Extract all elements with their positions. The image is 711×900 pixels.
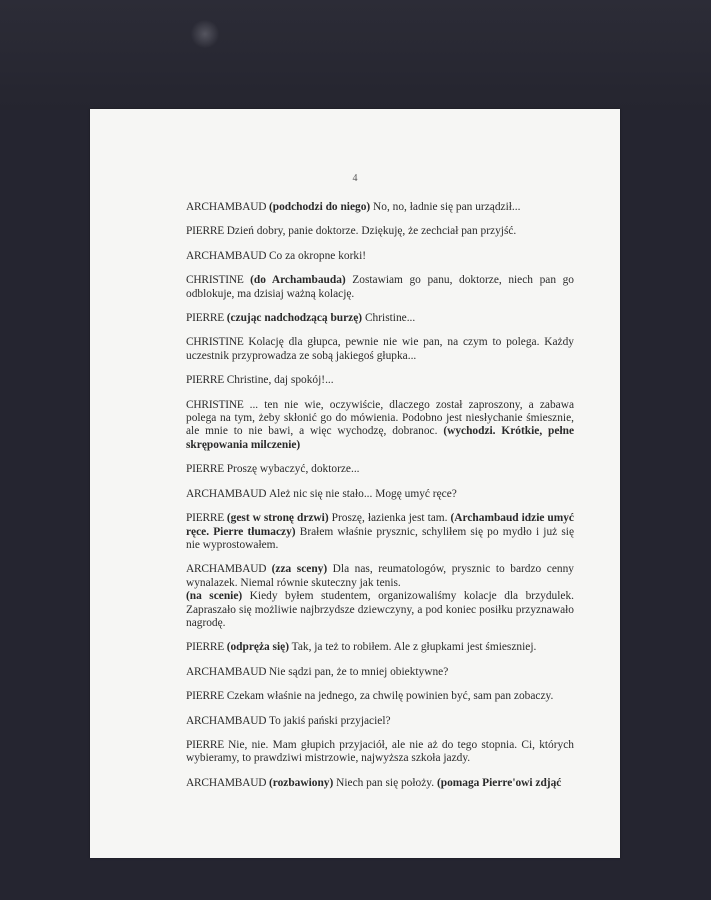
dialogue-paragraph: [186, 250, 574, 263]
speaker-name: CHRISTINE: [186, 398, 250, 411]
dialogue-text: Ależ nic się nie stało... Mogę umyć ręce?: [268, 487, 457, 500]
dialogue-paragraph: [186, 463, 574, 476]
stage-direction: (na scenie): [186, 590, 243, 603]
stage-direction: (odpręża się): [226, 641, 290, 654]
speaker-name: ARCHAMBAUD: [186, 665, 269, 678]
speaker-name: ARCHAMBAUD: [186, 776, 269, 789]
page-number: 4: [352, 173, 358, 184]
speaker-name: PIERRE: [186, 512, 227, 525]
dialogue-text: Kiedy byłem studentem, organizowaliśmy kolacje dla brzydulek. Zapraszało się możliwie najbrzydsze dziewczyny, a pod koniec posiłku przyznawało nagrodę.: [186, 590, 574, 629]
speaker-name: PIERRE: [186, 312, 227, 325]
speaker-name: ARCHAMBAUD: [186, 714, 269, 727]
speaker-name: ARCHAMBAUD: [186, 563, 272, 576]
dialogue-paragraph: [186, 715, 574, 728]
speaker-name: PIERRE: [186, 463, 227, 476]
dialogue-paragraph: [186, 777, 574, 790]
dialogue-text: Christine...: [362, 312, 416, 325]
speaker-name: PIERRE: [186, 225, 227, 238]
stage-direction: (rozbawiony): [268, 776, 334, 789]
speaker-name: PIERRE: [186, 738, 229, 751]
stage-direction: (zza sceny): [271, 563, 328, 576]
stage-direction: (Archambaud idzie umyć ręce. Pierre tłumaczy): [186, 512, 574, 538]
dialogue-paragraph: [186, 374, 574, 387]
stage-direction: (czując nadchodzącą burzę): [226, 312, 363, 325]
speaker-name: ARCHAMBAUD: [186, 249, 269, 262]
stage-direction: (gest w stronę drzwi): [226, 512, 329, 525]
dialogue-text: Christine, daj spokój!...: [226, 374, 334, 387]
dialogue-text: Kolację dla głupca, pewnie nie wie pan, na czym to polega. Każdy uczestnik przyprowadza ze sobą jakiegoś głupka...: [186, 336, 574, 362]
document-page: [90, 109, 620, 858]
dialogue-text: Zostawiam go panu, doktorze, niech pan go odblokuje, ma dzisiaj ważną kolację.: [186, 274, 574, 300]
speaker-name: PIERRE: [186, 690, 227, 703]
dialogue-text: No, no, ładnie się pan urządził...: [370, 201, 521, 213]
dialogue-text: Co za okropne korki!: [268, 249, 367, 262]
speaker-name: ARCHAMBAUD: [186, 487, 269, 500]
speaker-name: PIERRE: [186, 374, 227, 387]
dialogue-text: Proszę wybaczyć, doktorze...: [226, 463, 360, 476]
backdrop: [0, 0, 711, 110]
dialogue-paragraph: [186, 201, 574, 214]
dialogue-paragraph: [186, 563, 574, 630]
stage-direction: (do Archambauda): [250, 274, 346, 287]
speaker-name: ARCHAMBAUD: [186, 201, 269, 213]
dialogue-text: Brałem właśnie prysznic, schyliłem się po mydło i już się nie wyprostowałem.: [186, 525, 574, 551]
dialogue-text: Nie sądzi pan, że to mniej obiektywne?: [268, 665, 449, 678]
dialogue-text: Niech pan się położy.: [333, 776, 437, 789]
dialogue-paragraph: [186, 225, 574, 238]
dialogue-paragraph: [186, 274, 574, 301]
dialogue-text: Nie, nie. Mam głupich przyjaciół, ale nie aż do tego stopnia. Ci, których wybieramy, to prawdziwi mistrzowie, najwyższa szkoła jazdy.: [186, 738, 574, 765]
script-text: [186, 201, 574, 801]
stage-direction: (podchodzi do niego): [268, 201, 371, 213]
stage-direction: (pomaga Pierre'owi zdjąć: [436, 776, 562, 789]
speaker-name: CHRISTINE: [186, 274, 251, 287]
dialogue-paragraph: [186, 690, 574, 703]
backdrop-smudge: [190, 20, 220, 48]
dialogue-paragraph: [186, 312, 574, 325]
dialogue-text: Dla nas, reumatologów, prysznic to bardzo cenny wynalazek. Niemal równie skuteczny jak tenis.: [186, 563, 574, 589]
dialogue-text: ... ten nie wie, oczywiście, dlaczego został zaproszony, a zabawa polega na tym, żeby skłonić go do mówienia. Podobno jest niesłychanie śmiesznie, ale mnie to nie bawi, a więc wychodzę, dobranoc.: [186, 398, 574, 438]
speaker-name: PIERRE: [186, 641, 227, 654]
speaker-name: CHRISTINE: [186, 336, 249, 349]
dialogue-paragraph: [186, 739, 574, 766]
dialogue-paragraph: [186, 512, 574, 552]
dialogue-paragraph: [186, 399, 574, 453]
dialogue-text: Proszę, łazienka jest tam.: [328, 512, 451, 525]
dialogue-paragraph: [186, 488, 574, 501]
dialogue-text: To jakiś pański przyjaciel?: [268, 714, 391, 727]
dialogue-paragraph: [186, 641, 574, 654]
dialogue-text: Dzień dobry, panie doktorze. Dziękuję, że zechciał pan przyjść.: [226, 225, 517, 238]
dialogue-paragraph: [186, 336, 574, 363]
dialogue-text: Czekam właśnie na jednego, za chwilę powinien być, sam pan zobaczy.: [226, 690, 554, 703]
stage-direction: (wychodzi. Krótkie, pełne skrępowania milczenie): [186, 425, 574, 451]
dialogue-text: Tak, ja też to robiłem. Ale z głupkami jest śmieszniej.: [289, 641, 537, 654]
dialogue-paragraph: [186, 666, 574, 679]
